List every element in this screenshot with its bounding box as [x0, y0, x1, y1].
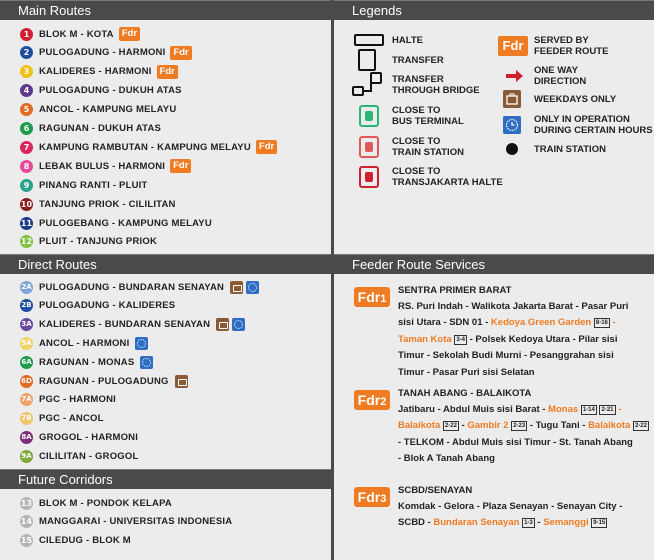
- route-number-badge: 9A: [20, 450, 33, 463]
- vertical-divider: [331, 0, 334, 560]
- transfer-stop: Kedoya Green Garden: [490, 317, 592, 329]
- route-item[interactable]: [20, 122, 161, 136]
- legend-item: [498, 114, 653, 136]
- route-number-badge: 4: [20, 84, 33, 97]
- route-item[interactable]: [20, 178, 148, 192]
- legend-label: CLOSE TO TRAIN STATION: [392, 136, 464, 158]
- route-item[interactable]: [20, 336, 148, 350]
- legend-label: TRANSFER THROUGH BRIDGE: [392, 74, 480, 96]
- transfer-stop: Bundaran Senayan: [433, 517, 520, 529]
- feeder-stops-line: [398, 420, 649, 431]
- bus-terminal-icon: [352, 103, 386, 129]
- feeder-stops-line: [398, 517, 607, 528]
- route-item[interactable]: [20, 318, 245, 332]
- feeder-badge: Fdr: [170, 159, 191, 173]
- feeder-title: SCBD/SENAYAN: [398, 485, 473, 496]
- stop-code-tag: 8-16: [595, 320, 608, 327]
- transfer-stop: -: [615, 404, 622, 415]
- route-number-badge: 7B: [20, 412, 33, 425]
- legend-item: [498, 89, 616, 109]
- transfer-stop: Semanggi: [543, 517, 589, 529]
- stop-text: - Blok A Tanah Abang: [398, 453, 495, 465]
- feeder-stops-line: [398, 501, 622, 512]
- direct-routes-panel: [0, 254, 331, 274]
- route-number-badge: 5: [20, 103, 33, 116]
- route-number-badge: 12: [20, 237, 33, 247]
- route-name: TANJUNG PRIOK - CILILITAN: [39, 198, 176, 210]
- transfer-stop: -: [609, 317, 616, 329]
- stop-text: RS. Puri Indah - Walikota Jakarta Barat - Pasar Puri: [398, 301, 629, 312]
- route-number-badge: 7: [20, 141, 33, 154]
- feeder-badge: Fdr2: [354, 390, 390, 410]
- route-item[interactable]: [20, 84, 182, 98]
- stop-text: - Polsek Kedoya Utara - Pilar sisi: [466, 333, 618, 345]
- route-item[interactable]: [20, 103, 176, 117]
- feeder-badge: Fdr1: [354, 287, 390, 307]
- route-number-badge: 8A: [20, 431, 33, 444]
- route-number-badge: 13: [20, 498, 33, 508]
- route-item[interactable]: [20, 140, 277, 154]
- stop-text: Jatibaru - Abdul Muis sisi Barat -: [398, 404, 549, 415]
- legend-item: [352, 72, 480, 98]
- stop-code-tag: 2-21: [601, 407, 614, 413]
- route-item[interactable]: [20, 197, 176, 211]
- route-number-badge: 5A: [20, 337, 33, 350]
- legend-item: [352, 103, 464, 129]
- feeder-stops-line: [398, 317, 616, 328]
- legend-label: CLOSE TO BUS TERMINAL: [392, 105, 464, 127]
- route-number-badge: 2B: [20, 299, 33, 312]
- legend-label: TRAIN STATION: [534, 143, 606, 155]
- route-item[interactable]: [20, 280, 259, 294]
- feeder-stops-line: [398, 301, 628, 312]
- route-number-badge: 6: [20, 122, 33, 135]
- stop-code-tag: 2-22: [444, 423, 457, 430]
- stop-code-tag: 9-15: [593, 520, 606, 527]
- route-name: BLOK M - KOTA: [39, 28, 114, 40]
- legend-label: WEEKDAYS ONLY: [534, 93, 617, 105]
- legend-label: TRANSFER: [392, 54, 444, 66]
- stop-text: -: [534, 517, 544, 529]
- future-corridors-header: Future Corridors: [0, 469, 331, 489]
- legend-item: [352, 164, 503, 190]
- feeder-title: SENTRA PRIMER BARAT: [398, 285, 512, 296]
- route-number-badge: 6D: [20, 375, 33, 388]
- legend-item: [498, 65, 586, 87]
- briefcase-icon: [216, 318, 229, 331]
- legend-item: [498, 35, 608, 57]
- route-number-badge: 14: [20, 517, 33, 527]
- legend-label: ONE WAY DIRECTION: [534, 65, 587, 87]
- feeder-badge: Fdr3: [354, 487, 390, 507]
- stop-text: Timur - Pasar Puri sisi Selatan: [398, 366, 535, 378]
- briefcase-icon: [498, 89, 528, 109]
- stop-text: - TELKOM - Abdul Muis sisi Timur - St. Tanah Abang: [398, 436, 633, 448]
- briefcase-icon: [175, 375, 188, 388]
- feeder-stops-line: [398, 437, 633, 448]
- route-item[interactable]: [20, 216, 212, 230]
- route-number-badge: 3: [20, 65, 33, 78]
- route-number-badge: 7A: [20, 393, 33, 406]
- stop-text: SCBD -: [398, 517, 434, 529]
- legends-panel: [334, 0, 654, 20]
- transjakarta-icon: [352, 164, 386, 190]
- route-number-badge: 3A: [20, 318, 33, 331]
- route-name: ANCOL - KAMPUNG MELAYU: [39, 104, 177, 116]
- legend-label: SERVED BY FEEDER ROUTE: [534, 35, 609, 57]
- route-number-badge: 10: [20, 199, 33, 209]
- feeder-badge: Fdr: [157, 65, 178, 79]
- feeder-panel: [334, 254, 654, 274]
- route-item[interactable]: [20, 65, 178, 79]
- route-number-badge: 9: [20, 179, 33, 192]
- route-number-badge: 2A: [20, 281, 33, 294]
- stop-text: Timur - Sekolah Budi Murni - Pesanggrahan sisi: [398, 350, 614, 362]
- route-name: PULOGADUNG - HARMONI: [39, 47, 166, 59]
- briefcase-icon: [230, 281, 243, 294]
- route-name: CILEDUG - BLOK M: [39, 534, 131, 546]
- feeder-badge: Fdr: [256, 140, 277, 154]
- route-name: KALIDERES - HARMONI: [39, 66, 152, 78]
- route-item[interactable]: [20, 46, 192, 60]
- stop-code-tag: 2-23: [513, 423, 526, 430]
- route-item[interactable]: [20, 374, 188, 388]
- route-name: PULOGADUNG - DUKUH ATAS: [39, 85, 182, 97]
- route-item[interactable]: [20, 533, 131, 547]
- feeder-badge: Fdr: [119, 27, 140, 41]
- feeder-stops-line: [398, 367, 535, 378]
- fdr-icon: Fdr: [498, 36, 528, 56]
- legend-label: CLOSE TO TRANSJAKARTA HALTE: [392, 166, 503, 188]
- route-number-badge: 15: [20, 535, 33, 545]
- stop-code-tag: 1-3: [524, 520, 533, 527]
- clock-icon: [246, 281, 259, 294]
- legend-item: [498, 139, 606, 159]
- legend-item: [352, 47, 444, 73]
- legend-label: HALTE: [392, 34, 423, 46]
- route-item[interactable]: [20, 412, 104, 426]
- clock-icon: [498, 115, 528, 135]
- route-item[interactable]: [20, 27, 140, 41]
- transfer-stop: Taman Kota: [398, 333, 452, 345]
- feeder-stops-line: [398, 334, 617, 345]
- clock-icon: [140, 356, 153, 369]
- clock-icon: [232, 318, 245, 331]
- transfer-stop: Monas: [548, 404, 579, 415]
- stop-code-tag: 2-22: [634, 423, 647, 430]
- feeder-stops-line: [398, 350, 614, 361]
- clock-icon: [135, 337, 148, 350]
- route-number-badge: 11: [20, 218, 33, 228]
- route-item[interactable]: [20, 515, 232, 529]
- feeder-header: Feeder Route Services: [334, 254, 654, 274]
- route-name: LEBAK BULUS - HARMONI: [39, 160, 166, 172]
- feeder-stops-line: [398, 453, 495, 464]
- main-routes-header: Main Routes: [0, 0, 331, 20]
- route-name: RAGUNAN - MONAS: [39, 356, 135, 368]
- route-name: RAGUNAN - PULOGADUNG: [39, 375, 169, 387]
- route-name: RAGUNAN - DUKUH ATAS: [39, 123, 162, 134]
- route-item[interactable]: [20, 449, 138, 463]
- legend-label: ONLY IN OPERATION DURING CERTAIN HOURS: [534, 114, 653, 136]
- transfer-stop: Gambir 2: [467, 420, 509, 432]
- future-corridors-panel: [0, 469, 331, 489]
- feeder-stops-line: [398, 404, 621, 415]
- route-name: GROGOL - HARMONI: [39, 431, 139, 443]
- transfer-icon: [352, 47, 386, 73]
- stop-text: -: [458, 420, 468, 432]
- route-number-badge: 8: [20, 160, 33, 173]
- route-name: KALIDERES - BUNDARAN SENAYAN: [39, 319, 211, 331]
- route-number-badge: 6A: [20, 356, 33, 369]
- route-name: PGC - ANCOL: [39, 413, 104, 425]
- route-name: BLOK M - PONDOK KELAPA: [39, 497, 172, 509]
- route-name: ANCOL - HARMONI: [39, 337, 130, 349]
- route-name: PULOGEBANG - KAMPUNG MELAYU: [39, 217, 212, 229]
- route-name: PLUIT - TANJUNG PRIOK: [39, 236, 158, 248]
- main-routes-panel: [0, 0, 331, 20]
- feeder-badge: Fdr: [170, 46, 191, 60]
- transfer-stop: Balaikota: [398, 420, 441, 432]
- route-item[interactable]: [20, 496, 172, 510]
- route-item[interactable]: [20, 299, 175, 313]
- legend-item: [352, 134, 464, 160]
- train-close-icon: [352, 134, 386, 160]
- route-number-badge: 1: [20, 28, 33, 41]
- route-number-badge: 2: [20, 46, 33, 59]
- route-item[interactable]: [20, 159, 191, 173]
- route-item[interactable]: [20, 235, 157, 249]
- station-icon: [498, 139, 528, 159]
- route-item[interactable]: [20, 355, 153, 369]
- route-name: PINANG RANTI - PLUIT: [39, 179, 148, 191]
- stop-text: - Tugu Tani -: [527, 420, 589, 432]
- route-name: CILILITAN - GROGOL: [39, 450, 139, 462]
- route-item[interactable]: [20, 393, 116, 407]
- transfer-stop: Balaikota: [588, 420, 631, 432]
- legends-header: Legends: [334, 0, 654, 20]
- route-item[interactable]: [20, 430, 138, 444]
- stop-text: sisi Utara - SDN 01 -: [398, 317, 491, 329]
- route-name: PGC - HARMONI: [39, 394, 117, 406]
- bridge-icon: [352, 72, 386, 98]
- arrow-icon: [498, 66, 528, 86]
- route-name: MANGGARAI - UNIVERSITAS INDONESIA: [39, 516, 233, 528]
- feeder-title: TANAH ABANG - BALAIKOTA: [398, 388, 532, 399]
- direct-routes-header: Direct Routes: [0, 254, 331, 274]
- stop-code-tag: 3-4: [456, 336, 465, 343]
- stop-text: Komdak - Gelora - Plaza Senayan - Senayan City -: [398, 501, 623, 512]
- route-name: PULOGADUNG - BUNDARAN SENAYAN: [39, 281, 225, 293]
- route-name: PULOGADUNG - KALIDERES: [39, 300, 176, 312]
- route-name: KAMPUNG RAMBUTAN - KAMPUNG MELAYU: [39, 141, 251, 153]
- stop-code-tag: 1-14: [582, 407, 595, 413]
